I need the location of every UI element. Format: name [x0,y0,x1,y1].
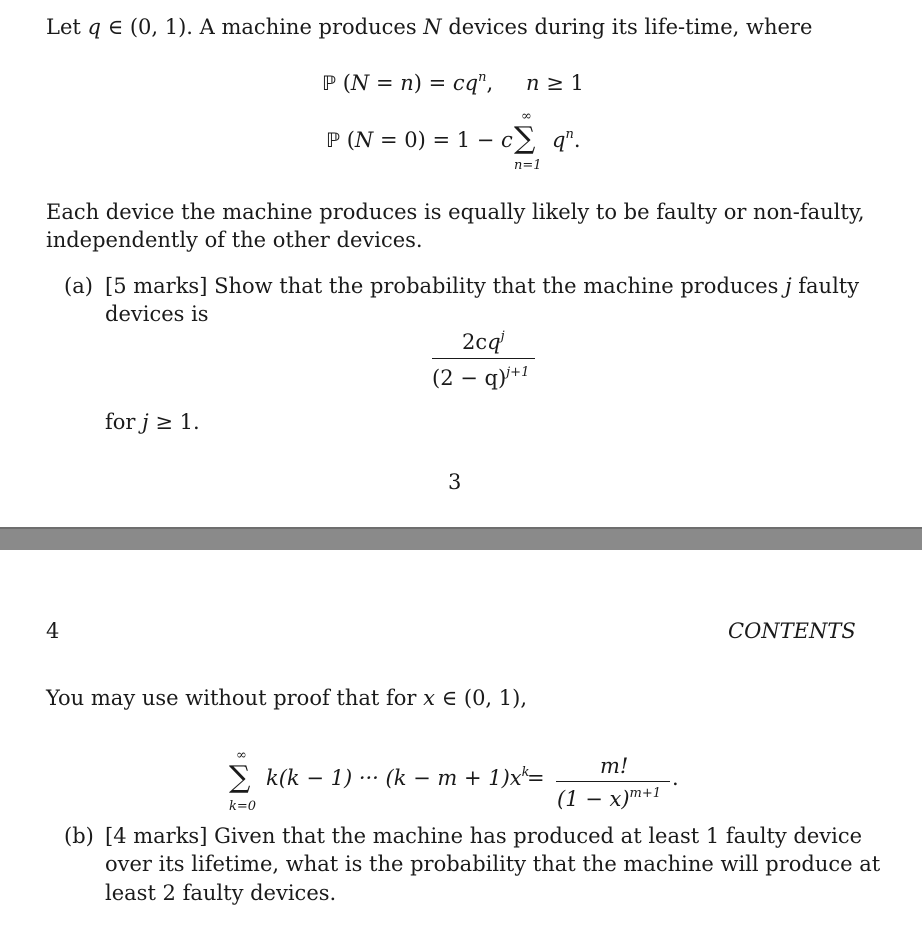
identity-period: . [672,766,679,790]
eq-text: ( [340,128,355,152]
intro-text: Let [46,15,88,39]
equation-zero [326,128,513,152]
page-divider [0,527,922,550]
var-c: c [501,128,513,152]
exponent: m+1 [629,786,662,801]
exponent: k [521,765,530,780]
condition-text: ≥ 1. [148,410,200,434]
denominator-text: (2 − q) [432,366,507,390]
equals-sign: = [527,766,545,790]
identity-text: k(k − 1) ··· (k − m + 1)x [266,766,522,790]
condition-text: for [105,410,143,434]
part-b-label: (b) [64,824,94,848]
eq-text: ) = [413,71,453,95]
identity-body [266,766,530,790]
eq-text: . [573,128,581,152]
prob-symbol: ℙ [326,128,341,152]
part-a-question-line2: devices is [105,302,209,326]
sum-upper-limit: ∞ [236,748,247,763]
part-b-question: [4 marks] Given that the machine has produced at least 1 faulty device [105,824,863,848]
var-x: x [423,686,435,710]
page-divider-edge [0,527,922,529]
var-q: q [552,128,566,152]
intro-text: ∈ (0, 1). A machine produces [100,15,424,39]
paragraph-line: independently of the other devices. [46,228,423,252]
prob-symbol: ℙ [322,71,337,95]
eq-text: , [486,71,494,95]
fraction-numerator [462,330,505,354]
part-a-question [105,274,859,298]
sum-lower-limit: k=0 [229,799,257,814]
identity-intro [46,686,527,710]
intro-text: You may use without proof that for [46,686,424,710]
eq-text: = 0) = 1 − [373,128,502,152]
intro-text: ∈ (0, 1), [434,686,528,710]
var-q: q [464,71,479,95]
denominator-text: (1 − x) [557,787,630,811]
running-header: CONTENTS [728,619,856,643]
exponent: j+1 [506,365,530,380]
var-N: N [350,71,370,95]
eq-text: = [369,71,401,95]
sum-symbol: ∑ [514,121,536,156]
var-q: q [87,15,101,39]
intro-line [46,15,812,39]
fraction-denominator [432,366,529,390]
sum-symbol: ∑ [229,760,251,795]
question-text: faulty [791,274,860,298]
sum-lower-limit: n=1 [514,158,542,173]
page-number: 3 [448,470,462,494]
var-j: j [785,274,792,298]
var-N: N [423,15,442,39]
equation-condition [526,71,584,95]
var-c: c [452,71,465,95]
identity-denominator [557,787,661,811]
fraction-bar [432,358,535,359]
part-a-condition [105,410,200,434]
page-number: 4 [46,619,60,643]
part-a-label: (a) [64,274,93,298]
exponent: n [565,127,574,142]
var-N: N [354,128,374,152]
intro-text: devices during its life-time, where [441,15,813,39]
eq-text: ( [336,71,351,95]
var-n: n [526,71,540,95]
paragraph-line: Each device the machine produces is equally likely to be faulty or non-faulty, [46,200,865,224]
sum-term [552,128,581,152]
fraction-bar [556,781,670,782]
eq-text: ≥ 1 [539,71,584,95]
sum-upper-limit: ∞ [521,109,532,124]
numerator-text: 2c [462,330,488,354]
part-b-question: over its lifetime, what is the probability that the machine will produce at [105,852,881,876]
identity-numerator: m! [600,754,629,778]
var-q: q [487,330,501,354]
part-b-question: least 2 faulty devices. [105,881,337,905]
var-n: n [400,71,414,95]
var-j: j [142,410,149,434]
question-text: [5 marks] Show that the probability that the machine produces [105,274,786,298]
equation-pmf [322,71,493,95]
exponent: n [478,70,487,85]
exponent: j [500,329,505,344]
